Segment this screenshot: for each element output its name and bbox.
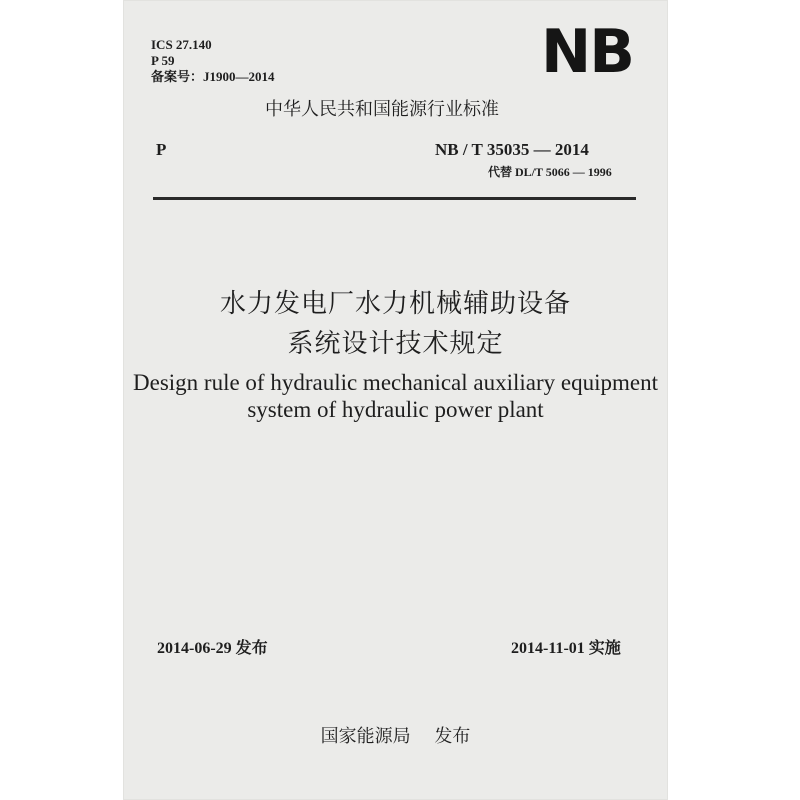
title-english-line1: Design rule of hydraulic mechanical auxiliary equipment (133, 370, 658, 395)
ics-code: ICS 27.140 (151, 37, 212, 52)
publish-date: 2014-06-29 发布 (157, 640, 268, 657)
effective-date: 2014-11-01 实施 (511, 640, 621, 657)
standard-category: 中华人民共和国能源行业标准 (265, 99, 499, 120)
issuing-authority: 国家能源局 发布 (320, 726, 471, 747)
header-divider (153, 197, 636, 200)
replaces-standard: 代替 DL/T 5066 — 1996 (488, 165, 612, 179)
title-chinese-line2: 系统设计技术规定 (287, 329, 504, 359)
standard-cover (123, 0, 668, 800)
title-chinese-line1: 水力发电厂水力机械辅助设备 (219, 289, 571, 319)
title-english-line2: system of hydraulic power plant (247, 397, 544, 422)
nb-logo: NB (541, 17, 633, 87)
ccs-code: P 59 (151, 53, 175, 68)
filing-number: 备案号：J1900—2014 (151, 69, 275, 84)
standard-number: NB / T 35035 — 2014 (435, 140, 589, 159)
classification-letter: P (156, 140, 167, 159)
